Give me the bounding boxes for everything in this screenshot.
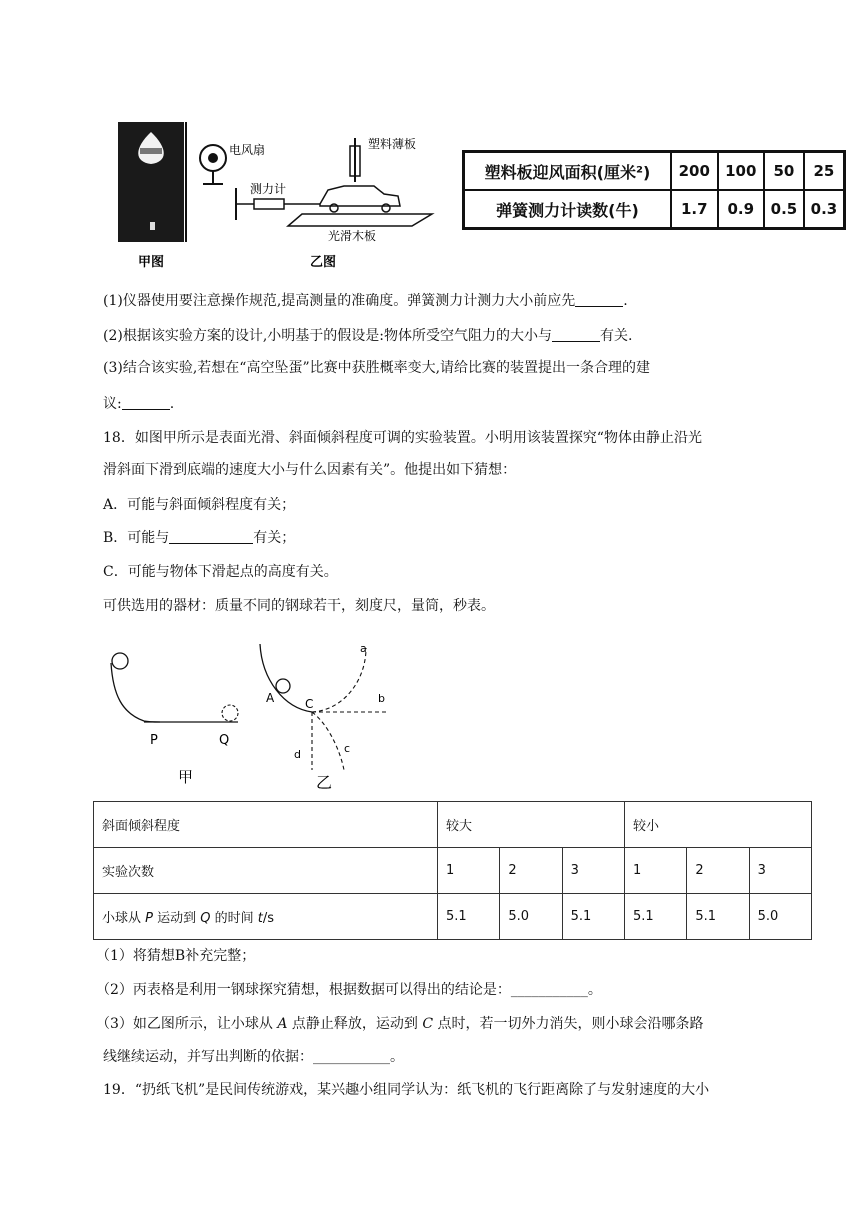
path-c xyxy=(312,712,344,770)
path-d-label: d xyxy=(294,748,301,761)
egg-dots xyxy=(140,148,162,154)
small-egg xyxy=(150,222,155,230)
table-row xyxy=(94,848,812,894)
wood-label: 光滑木板 xyxy=(328,229,377,243)
fan-label: 电风扇 xyxy=(229,143,266,157)
ball-end-dashed xyxy=(222,705,238,721)
table-header-cell: 较大 xyxy=(438,802,625,848)
toy-car xyxy=(320,186,400,206)
table-cell: 0.3 xyxy=(804,190,845,229)
table-row xyxy=(94,802,812,848)
path-b-label: b xyxy=(378,692,385,705)
table-cell: 5.0 xyxy=(749,894,811,940)
table-cell: 200 xyxy=(671,152,718,191)
path-c-label: c xyxy=(344,742,351,755)
table-cell: 5.1 xyxy=(562,894,624,940)
q18-materials: 可供选用的器材：质量不同的钢球若干，刻度尺，量筒，秒表。 xyxy=(103,598,495,614)
table-header-cell: 较小 xyxy=(624,802,811,848)
row2-header: 弹簧测力计读数(牛) xyxy=(464,190,672,229)
table-row xyxy=(464,190,845,229)
table-label-cell: 小球从 P 运动到 Q 的时间 t/s xyxy=(94,894,438,940)
q17-item-2: (2)根据该实验方案的设计,小明基于的假设是:物体所受空气阻力的大小与 有关. xyxy=(103,328,633,344)
table-row xyxy=(464,152,845,191)
q19-line-1: 19．“扔纸飞机”是民间传统游戏，某兴趣小组同学认为：纸飞机的飞行距离除了与发射速度的大小 xyxy=(103,1082,710,1098)
table-cell: 2 xyxy=(500,848,562,894)
q18-line-2: 滑斜面下滑到底端的速度大小与什么因素有关”。他提出如下猜想： xyxy=(103,462,517,478)
answer-blank[interactable] xyxy=(169,529,253,544)
point-p-label: P xyxy=(150,733,158,748)
answer-blank[interactable] xyxy=(122,395,170,410)
q18-guess-c: C．可能与物体下滑起点的高度有关。 xyxy=(103,564,338,580)
table-cell: 2 xyxy=(687,848,749,894)
q18-sub-2: （2）丙表格是利用一钢球探究猜想，根据数据可以得出的结论是：___________。 xyxy=(96,982,602,998)
wood-board xyxy=(288,214,432,226)
path-a xyxy=(312,648,366,712)
table-cell: 25 xyxy=(804,152,845,191)
jia-label: 甲图 xyxy=(138,255,165,270)
meter-label: 测力计 xyxy=(250,182,287,196)
answer-blank[interactable] xyxy=(575,292,623,307)
table-cell: 50 xyxy=(764,152,804,191)
q17-item-3-cont: 议: . xyxy=(103,396,175,412)
answer-blank[interactable]: ___________ xyxy=(313,1049,390,1065)
q18-sub-3-cont: 线继续运动，并写出判断的依据：___________。 xyxy=(103,1049,404,1065)
answer-blank[interactable]: ___________ xyxy=(510,982,588,998)
table-cell: 1 xyxy=(624,848,686,894)
board-label: 塑料薄板 xyxy=(368,137,417,151)
figure-yi-caption: 乙 xyxy=(316,773,333,792)
table-cell: 5.0 xyxy=(500,894,562,940)
q18-guess-b: B．可能与 有关； xyxy=(103,530,296,546)
wind-area-table xyxy=(462,150,846,230)
ball-at-a xyxy=(276,679,290,693)
table-cell: 3 xyxy=(562,848,624,894)
table-cell: 3 xyxy=(749,848,811,894)
figure-jia-yi-scan xyxy=(112,118,442,273)
table-header-cell: 斜面倾斜程度 xyxy=(94,802,438,848)
table-cell: 5.1 xyxy=(624,894,686,940)
ball-start xyxy=(112,653,128,669)
table-cell: 0.9 xyxy=(718,190,765,229)
slope-time-table xyxy=(93,801,812,940)
table-cell: 5.1 xyxy=(687,894,749,940)
table-cell: 1.7 xyxy=(671,190,718,229)
table-cell: 5.1 xyxy=(438,894,500,940)
spring-scale xyxy=(254,199,284,209)
q18-line-1: 18．如图甲所示是表面光滑、斜面倾斜程度可调的实验装置。小明用该装置探究“物体由静止沿光 xyxy=(103,430,702,446)
table-label-cell: 实验次数 xyxy=(94,848,438,894)
row1-header: 塑料板迎风面积(厘米²) xyxy=(464,152,672,191)
point-c-label: C xyxy=(305,697,314,711)
answer-blank[interactable] xyxy=(552,327,600,342)
figure-yi-paths xyxy=(254,640,404,795)
yi-label: 乙图 xyxy=(310,255,337,270)
slope-curve xyxy=(111,663,160,722)
q18-sub-3: （3）如乙图所示，让小球从 A 点静止释放，运动到 C 点时，若一切外力消失，则小球会沿哪条路 xyxy=(96,1016,704,1032)
table-row xyxy=(94,894,812,940)
path-a-label: a xyxy=(360,642,367,655)
q18-sub-1: （1）将猜想B补充完整； xyxy=(96,948,256,964)
q18-guess-a: A．可能与斜面倾斜程度有关； xyxy=(103,497,296,513)
q17-item-3: (3)结合该实验,若想在“高空坠蛋”比赛中获胜概率变大,请给比赛的装置提出一条合理的建 xyxy=(103,360,651,376)
point-a-label: A xyxy=(266,691,275,705)
figure-jia-slope xyxy=(104,645,254,795)
q17-item-1: (1)仪器使用要注意操作规范,提高测量的准确度。弹簧测力计测力大小前应先 . xyxy=(103,293,628,309)
point-q-label: Q xyxy=(219,733,230,748)
figure-jia-caption: 甲 xyxy=(178,768,194,786)
table-cell: 0.5 xyxy=(764,190,804,229)
table-cell: 1 xyxy=(438,848,500,894)
table-cell: 100 xyxy=(718,152,765,191)
